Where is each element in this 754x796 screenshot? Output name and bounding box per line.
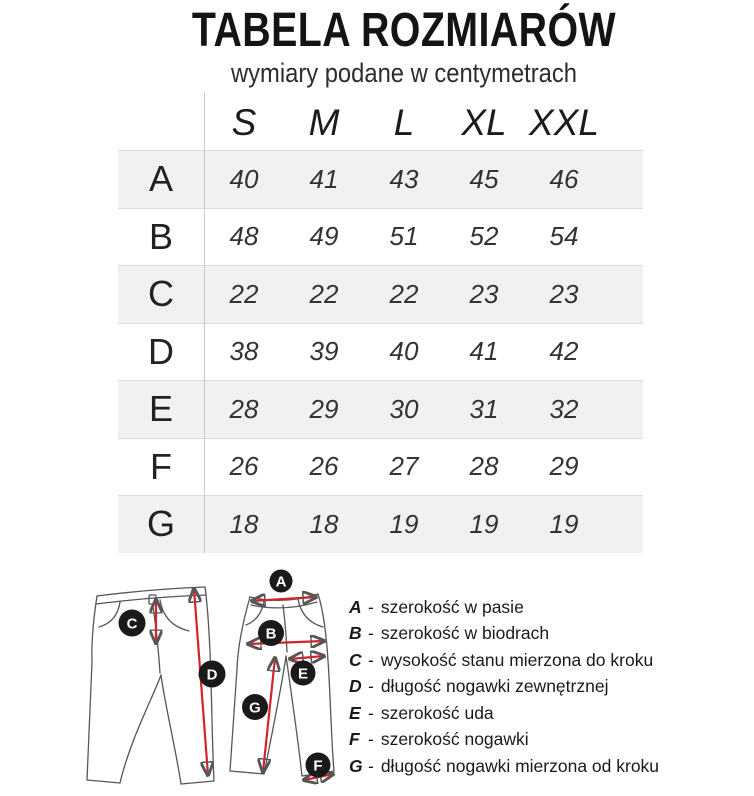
measurement-legend [349,594,659,780]
marker-e-letter: E [297,665,309,683]
table-cell: 28 [469,451,499,482]
table-cell: 40 [229,163,259,194]
arrow-e [290,656,324,659]
table-cell: 31 [469,393,499,424]
size-table-body [118,150,643,553]
legend-item-d [349,674,659,701]
table-cell: 48 [229,221,259,252]
trousers-diagram-right [228,564,359,793]
header-spacer [118,96,204,150]
table-row-c [118,265,643,323]
marker-b-badge [258,620,284,646]
legend-letter: F [349,729,360,750]
marker-d-badge [199,661,226,688]
legend-letter: D [349,676,362,697]
table-cell: 39 [309,336,339,367]
legend-letter: G [349,755,363,776]
legend-text: szerokość uda [380,702,494,723]
table-cell: 22 [229,278,259,309]
table-row-g [118,495,643,553]
legend-item-g [349,753,659,780]
column-header-l: L [393,102,415,143]
table-cell: 22 [389,278,419,309]
column-header-m: M [308,102,340,143]
trousers-diagram-left [84,580,230,793]
legend-dash: - [368,649,374,670]
marker-c-letter: C [126,615,138,633]
legend-text: długość nogawki zewnętrznej [380,676,609,697]
trousers-outline [230,594,334,776]
table-cell: 29 [309,393,339,424]
table-cell: 32 [549,393,579,424]
table-cell: 43 [389,163,419,194]
arrow-b [248,641,324,644]
page-title: TABELA ROZMIARÓW [191,4,617,57]
marker-f-letter: F [313,757,323,775]
pocket-left [246,601,264,625]
row-label: D [148,330,174,372]
trousers-outline [87,587,214,784]
marker-a-badge [270,570,293,593]
legend-letter: E [349,702,361,723]
marker-b-letter: B [265,625,277,643]
table-cell: 46 [549,163,579,194]
table-cell: 51 [389,221,419,252]
table-cell: 54 [549,221,579,252]
table-cell: 45 [469,163,499,194]
table-cell: 18 [309,508,339,539]
legend-text: szerokość w biodrach [380,623,550,644]
table-cell: 41 [469,336,499,367]
table-cell: 26 [309,451,339,482]
table-row-a [118,150,643,208]
row-label: G [146,503,175,545]
table-cell: 19 [549,508,579,539]
table-cell: 49 [309,221,339,252]
column-header-s: S [231,102,257,143]
marker-f-badge [306,753,331,778]
legend-dash: - [368,596,374,617]
marker-e-badge [291,661,316,686]
marker-c-badge [119,610,146,637]
table-cell: 19 [469,508,499,539]
page-subtitle: wymiary podane w centymetrach [230,58,577,89]
table-cell: 26 [229,451,259,482]
column-header-xxl: XXL [529,102,599,143]
table-cell: 52 [469,221,499,252]
size-table-header [118,96,643,150]
marker-g-letter: G [249,699,261,717]
table-cell: 29 [549,451,579,482]
legend-letter: C [349,649,362,670]
table-row-d [118,323,643,381]
table-cell: 18 [229,508,259,539]
marker-g-badge [242,694,268,720]
marker-a-letter: A [275,573,287,591]
legend-text: wysokość stanu mierzona do kroku [380,649,654,670]
legend-item-c [349,647,659,674]
table-cell: 38 [229,336,259,367]
row-label: C [148,273,174,315]
table-row-b [118,208,643,266]
legend-dash: - [368,729,374,750]
row-label: F [150,445,172,487]
pocket-left [99,602,120,627]
legend-item-e [349,700,659,727]
table-divider-line [204,92,205,553]
table-cell: 23 [549,278,579,309]
legend-text: długość nogawki mierzona od kroku [380,755,660,776]
legend-letter: A [349,596,362,617]
legend-text: szerokość nogawki [380,729,529,750]
table-cell: 28 [229,393,259,424]
legend-dash: - [368,623,374,644]
row-label: B [148,215,173,257]
legend-item-f [349,727,659,754]
table-row-e [118,380,643,438]
row-label: E [148,388,173,430]
legend-letter: B [349,623,362,644]
table-cell: 41 [309,163,339,194]
column-header-xl: XL [461,102,507,143]
legend-item-b [349,621,659,648]
table-cell: 22 [309,278,339,309]
table-cell: 23 [469,278,499,309]
legend-dash: - [368,755,374,776]
row-label: A [148,158,173,200]
table-cell: 19 [389,508,419,539]
legend-dash: - [368,702,374,723]
table-cell: 42 [549,336,579,367]
legend-dash: - [368,676,374,697]
pocket-right [160,600,189,631]
marker-d-letter: D [206,666,218,684]
header [27,6,754,89]
table-cell: 30 [389,393,419,424]
table-cell: 40 [389,336,419,367]
measurement-arrows [156,589,208,775]
table-cell: 27 [389,451,419,482]
legend-text: szerokość w pasie [380,596,524,617]
legend-item-a [349,594,659,621]
table-row-f [118,438,643,496]
